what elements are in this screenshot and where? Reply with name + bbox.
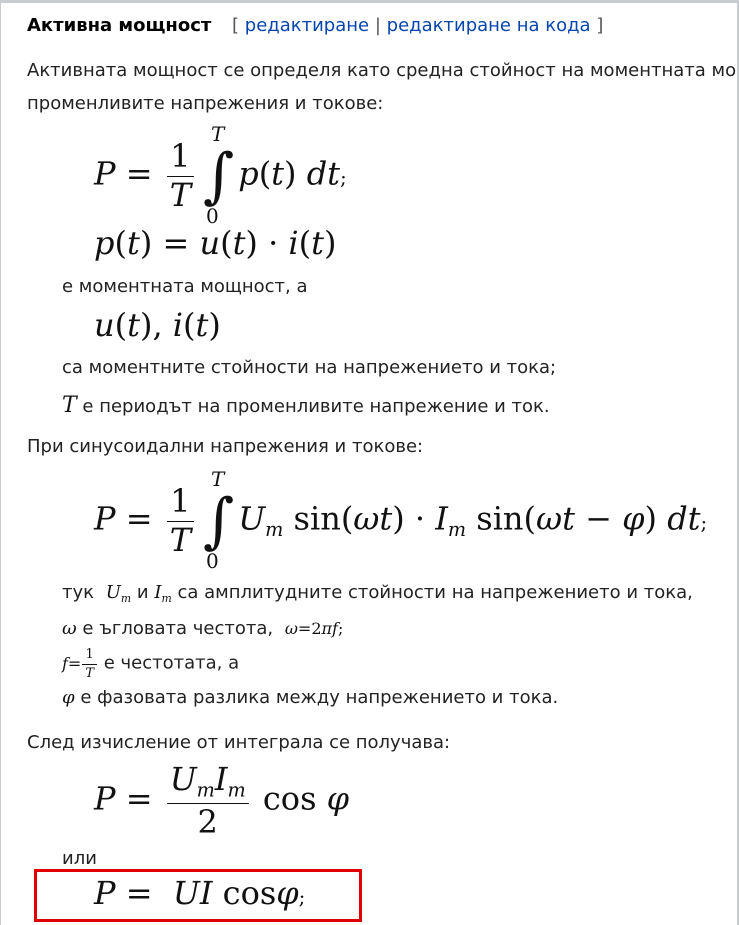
section-heading: Активна мощност [27, 15, 212, 36]
symbol-Um: $U_m$ [105, 582, 132, 605]
formula-frequency: f= $\frac{1}{T}$ [62, 654, 98, 673]
text-after-integral: След изчисление от интеграла се получава: [27, 732, 451, 753]
text-sinusoidal-intro: При синусоидални напрежения и токове: [27, 436, 424, 457]
symbol-Im: $I_m$ [154, 582, 172, 605]
symbol-T: T [62, 393, 77, 418]
edit-bracket-close: ] [596, 15, 604, 36]
text-amplitudes: са амплитудните стойности на напрежението и тока, [177, 582, 693, 603]
edit-links [232, 15, 603, 36]
formula-u-i: u(t), i(t) [94, 306, 221, 344]
left-border [0, 0, 1, 925]
text-instant-power: е моментната мощност, а [62, 276, 308, 297]
text-frequency: е честотата, а [103, 652, 240, 674]
symbol-phi: φ [62, 687, 75, 708]
text-angular-frequency: е ъгловата честота, [82, 618, 274, 639]
frequency-line [62, 648, 239, 680]
formula-final: P = UI cosφ; [94, 874, 306, 912]
period-line [62, 393, 550, 418]
text-or: или [62, 848, 97, 869]
formula-omega: ω=2πf; [284, 619, 344, 638]
integral-sign: ∫ T 0 [203, 122, 235, 228]
phi-line [62, 687, 558, 708]
amplitude-line [62, 582, 693, 605]
edit-link[interactable]: редактиране [244, 15, 370, 36]
intro-line-2: променливите напрежения и токове: [27, 93, 384, 114]
integral-sign-2: ∫ T 0 [203, 467, 235, 573]
text-period: е периодът на променливите напрежение и ток. [82, 396, 550, 417]
formula-average-power: P = $\frac{1}{T}$ ∫ T 0 p(t) dt; [94, 122, 347, 228]
text-instant-values: са моментните стойности на напрежението и тока; [62, 357, 557, 378]
omega-line [62, 618, 343, 639]
text-tuk: тук [62, 582, 95, 603]
formula-sinusoidal-power: P = $\frac{1}{T}$ ∫ T 0 $U_m$ $\sin(\omega t) \cdot I_m$ sin(ωt − φ) dt; [94, 467, 708, 573]
edit-separator: | [374, 15, 381, 36]
text-phase: е фазовата разлика между напрежението и тока. [80, 687, 559, 708]
top-border [0, 0, 739, 3]
edit-bracket-open: [ [232, 15, 240, 36]
symbol-omega: ω [62, 618, 77, 639]
edit-source-link[interactable]: редактиране на кода [386, 15, 591, 36]
formula-result: P = $\frac{U_mI_m}{2}$ cos φ [94, 760, 350, 841]
text-and: и [136, 582, 149, 603]
formula-instant-power: p(t) = u(t) · i(t) [94, 224, 337, 262]
intro-line-1: Активната мощност се определя като средна стойност на моментната мо [27, 60, 737, 81]
